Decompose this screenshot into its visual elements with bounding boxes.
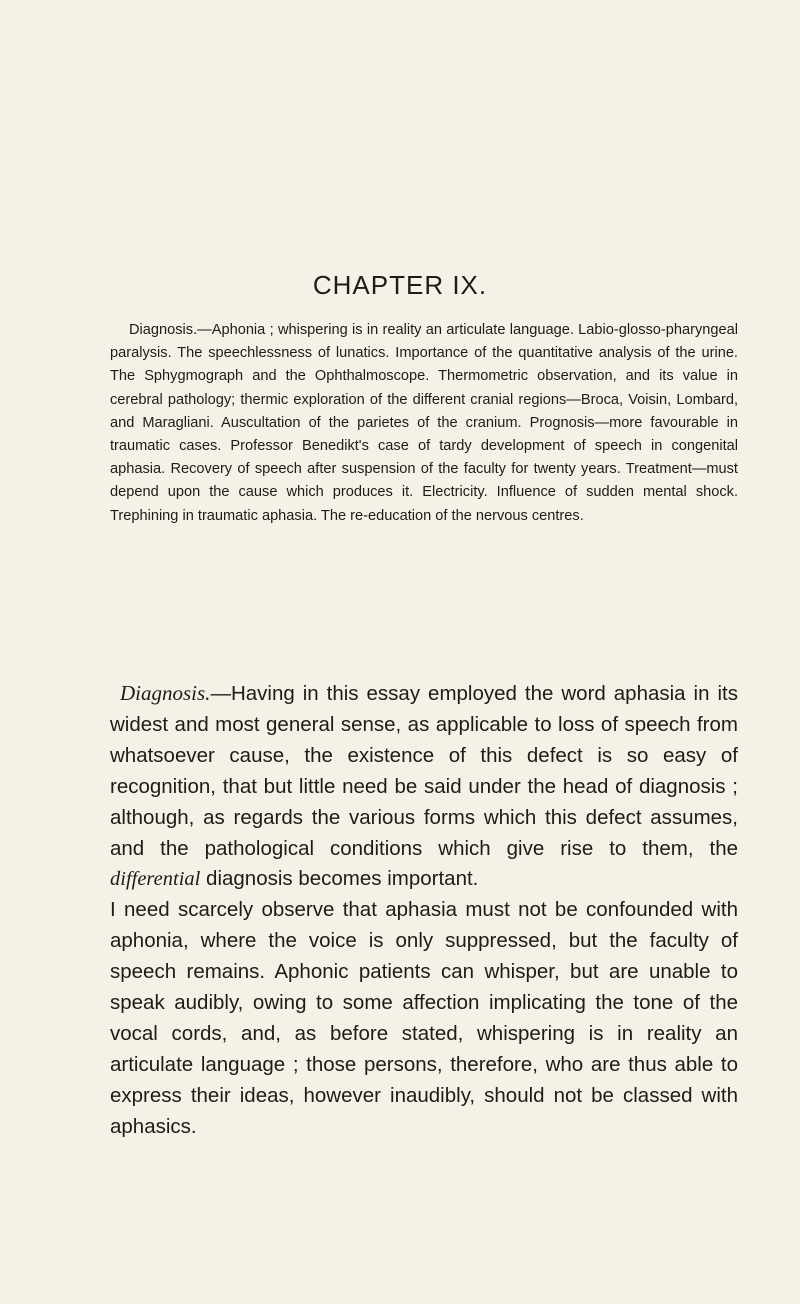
chapter-summary: Diagnosis.—Aphonia ; whispering is in reality an articulate language. Labio-glosso-pharyngeal paralysis. The speechlessness of lunatics. Importance of the quantitative analysis of the urine. The Sphygmograph and the Ophthalmoscope. Thermometric observation, and its value in cerebral pathology; thermic exploration of the different cranial regions—Broca, Voisin, Lombard, and Maragliani. Auscultation of the parietes of the cranium. Prognosis—more favourable in traumatic cases. Professor Benedikt's case of tardy development of speech in congenital aphasia. Recovery of speech after suspension of the faculty for twenty years. Treatment—must depend upon the cause which produces it. Electricity. Influence of sudden mental shock. Trephining in traumatic aphasia. The re-education of the nervous centres.: [110, 322, 738, 524]
para1-text-part2: diagnosis becomes important.: [200, 867, 479, 891]
differential-italic: differential: [110, 868, 201, 891]
diagnosis-lead-in: Diagnosis.: [120, 681, 211, 705]
chapter-title: CHAPTER IX.: [312, 270, 488, 300]
chapter-body: [110, 678, 738, 1143]
body-paragraph-2: I need scarcely observe that aphasia must not be confounded with aphonia, where the voice is only suppressed, but the faculty of speech remains. Aphonic patients can whisper, but are unable to speak audibly, owing to some affection implicating the tone of the vocal cords, and, as before stated, whispering is in reality an articulate language ; those persons, therefore, who are thus able to express their ideas, however inaudibly, should not be classed with aphasics.: [110, 898, 738, 1138]
para1-text-part1: —Having in this essay employed the word aphasia in its widest and most general sense, as applicable to loss of speech from whatsoever cause, the existence of this defect is so easy of recognition, that but little need be said under the head of diagnosis ; although, as regards the various forms which this defect assumes, and the pathological conditions which give rise to them, the: [110, 682, 738, 860]
body-paragraph-1: [110, 678, 738, 895]
